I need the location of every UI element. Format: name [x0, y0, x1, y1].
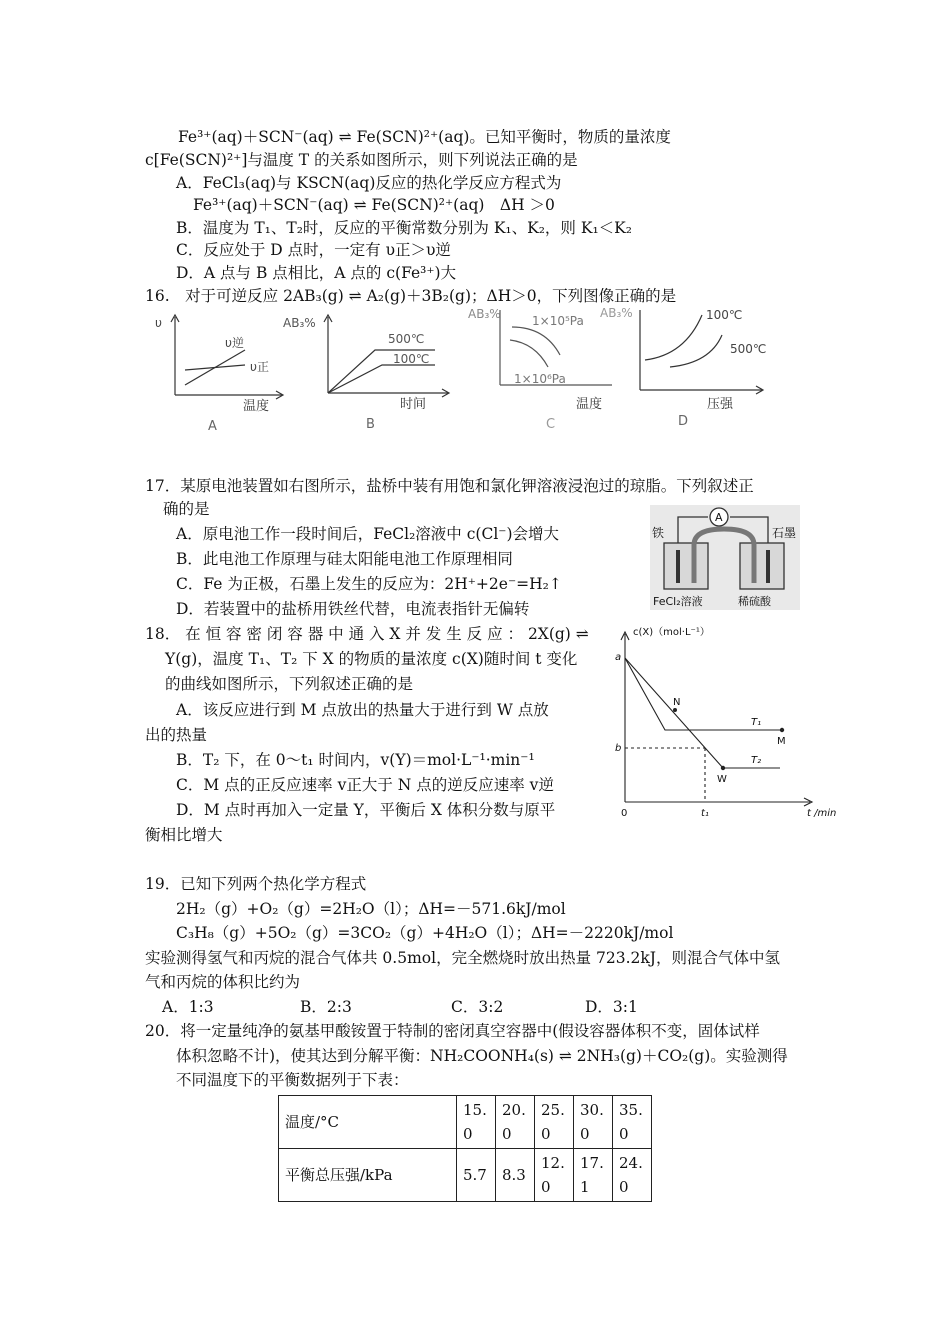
graphite-label: 石墨: [772, 526, 797, 540]
point-m: [780, 728, 784, 732]
q18-label-T1: T₁: [751, 717, 762, 728]
graph-a-curve-forward: [185, 365, 245, 370]
fecl2-label: FeCl₂溶液: [653, 595, 703, 608]
q15-line1: Fe³⁺(aq)＋SCN⁻(aq) ⇌ Fe(SCN)²⁺(aq)。已知平衡时，物质的量浓度: [178, 128, 671, 146]
graph-a-letter: A: [208, 419, 217, 434]
q18-curve-t2: [625, 658, 780, 768]
q17-line2: 确的是: [163, 500, 210, 518]
q17-line1: 17．某原电池装置如右图所示，盐桥中装有用饱和氯化钾溶液浸泡过的琼脂。下列叙述正: [145, 477, 754, 495]
q18-option-c: C．M 点的正反应速率 v正大于 N 点的逆反应速率 v逆: [176, 776, 554, 794]
q15-option-c: C．反应处于 D 点时，一定有 υ正＞υ逆: [176, 241, 451, 259]
table-cell: 5.7: [457, 1149, 496, 1202]
q18-y-label: c(X)（mol·L⁻¹）: [633, 627, 710, 638]
graph-c-letter: C: [546, 417, 556, 432]
q18-label-m: M: [777, 736, 786, 747]
q16-graph-a: [171, 315, 283, 399]
ammeter-label: A: [715, 511, 723, 524]
graph-d-curve-500: [670, 335, 722, 367]
q17-option-c: C．Fe 为正极，石墨上发生的反应为：2H⁺+2e⁻=H₂↑: [176, 575, 562, 593]
graph-d-label-100: 100℃: [706, 308, 743, 322]
q20-line2: 体积忽略不计)，使其达到分解平衡：NH₂COONH₄(s) ⇌ 2NH₃(g)＋CO₂(g)。实验测得: [176, 1047, 788, 1065]
graph-d-letter: D: [678, 414, 689, 429]
table-cell: 20. 0: [496, 1096, 535, 1149]
q18-label-n: N: [673, 697, 681, 708]
graph-b-label-500: 500℃: [388, 332, 425, 346]
graph-d-label-500: 500℃: [730, 342, 767, 356]
q16-graph-b: [324, 315, 449, 397]
q16-graphs: [150, 305, 790, 445]
graph-c-x-label: 温度: [576, 397, 603, 412]
q18-option-a-cont: 出的热量: [145, 726, 208, 744]
q18-label-T2: T₂: [751, 755, 762, 766]
graph-a-x-label: 温度: [243, 399, 270, 414]
table-cell: 12. 0: [535, 1149, 574, 1202]
graph-c-y-label: AB₃%: [468, 307, 501, 321]
q18-line1: 18． 在 恒 容 密 闭 容 器 中 通 入 X 并 发 生 反 应 ： 2X(g) ⇌: [145, 625, 589, 643]
q17-cell-figure: [650, 505, 800, 610]
q18-line2: Y(g)，温度 T₁、T₂ 下 X 的物质的量浓度 c(X)随时间 t 变化: [165, 650, 578, 668]
q17-option-b: B．此电池工作原理与硅太阳能电池工作原理相同: [176, 550, 513, 568]
q18-label-w: W: [717, 774, 727, 785]
table-row-label-pressure: 平衡总压强/kPa: [279, 1149, 457, 1202]
q18-option-d: D．M 点时再加入一定量 Y，平衡后 X 体积分数与原平: [176, 801, 556, 819]
q18-label-t1: t₁: [701, 808, 709, 819]
graph-d-x-label: 压强: [707, 397, 734, 412]
q19-line1: 19．已知下列两个热化学方程式: [145, 875, 367, 893]
q17-option-d: D．若装置中的盐桥用铁丝代替，电流表指针无偏转: [176, 600, 530, 618]
q19-option-b: B．2:3: [300, 998, 352, 1016]
table-cell: 8.3: [496, 1149, 535, 1202]
q15-option-a-equation: Fe³⁺(aq)＋SCN⁻(aq) ⇌ Fe(SCN)²⁺(aq) ΔH ＞0: [193, 196, 555, 214]
graph-d-curve-100: [645, 315, 702, 360]
q18-option-b: B．T₂ 下，在 0～t₁ 时间内，v(Y)＝mol·L⁻¹·min⁻¹: [176, 751, 535, 769]
q17-option-a: A．原电池工作一段时间后，FeCl₂溶液中 c(Cl⁻)会增大: [176, 525, 560, 543]
fe-label: 铁: [652, 526, 665, 540]
graph-c-label-1e5: 1×10⁵Pa: [532, 314, 584, 328]
q15-option-a: A．FeCl₃(aq)与 KSCN(aq)反应的热化学反应方程式为: [176, 174, 562, 192]
q19-option-d: D．3:1: [585, 998, 638, 1016]
graph-c-label-1e6: 1×10⁶Pa: [514, 372, 566, 386]
graph-a-label-reverse: υ逆: [225, 336, 244, 350]
q15-option-d: D．A 点与 B 点相比，A 点的 c(Fe³⁺)大: [176, 264, 457, 282]
q15-option-b: B．温度为 T₁、T₂时，反应的平衡常数分别为 K₁、K₂，则 K₁＜K₂: [176, 219, 632, 237]
table-cell: 15. 0: [457, 1096, 496, 1149]
graph-a-y-label: υ: [155, 316, 162, 330]
table-cell: 30. 0: [574, 1096, 613, 1149]
beaker-right: [740, 543, 784, 589]
q19-equation-2: C₃H₈（g）+5O₂（g）=3CO₂（g）+4H₂O（l）；ΔH=－2220kJ/mol: [176, 924, 674, 942]
point-n: [673, 708, 677, 712]
q19-option-a: A．1:3: [162, 998, 214, 1016]
q18-option-a: A．该反应进行到 M 点放出的热量大于进行到 W 点放: [176, 701, 549, 719]
h2so4-label: 稀硫酸: [738, 595, 771, 608]
q19-equation-1: 2H₂（g）+O₂（g）=2H₂O（l）；ΔH=－571.6kJ/mol: [176, 900, 566, 918]
q18-option-d-cont: 衡相比增大: [145, 826, 223, 844]
graph-b-letter: B: [366, 417, 375, 432]
graph-c-curve-1e6: [510, 340, 548, 367]
graph-b-y-label: AB₃%: [283, 316, 316, 330]
graph-b-x-label: 时间: [400, 397, 427, 412]
q19-line3: 气和丙烷的体积比约为: [145, 973, 301, 991]
q20-line1: 20．将一定量纯净的氨基甲酸铵置于特制的密闭真空容器中(假设容器体积不变，固体试样: [145, 1022, 760, 1040]
q18-label-a: a: [615, 652, 622, 663]
table-row: [279, 1149, 652, 1202]
table-cell: 35. 0: [613, 1096, 652, 1149]
graph-a-label-forward: υ正: [250, 360, 269, 374]
beaker-left: [664, 543, 708, 589]
point-w: [721, 766, 725, 770]
table-cell: 25. 0: [535, 1096, 574, 1149]
table-row: [279, 1096, 652, 1149]
graph-b-label-100: 100℃: [393, 352, 430, 366]
table-cell: 17. 1: [574, 1149, 613, 1202]
q15-line2: c[Fe(SCN)²⁺]与温度 T 的关系如图所示，则下列说法正确的是: [145, 151, 578, 169]
q19-option-c: C．3:2: [451, 998, 504, 1016]
q18-line3: 的曲线如图所示，下列叙述正确的是: [165, 675, 414, 693]
graph-d-y-label: AB₃%: [600, 306, 633, 320]
q18-x-label: t /min: [807, 808, 837, 819]
q18-label-b: b: [615, 743, 622, 754]
table-row-label-temperature: 温度/°C: [279, 1096, 457, 1149]
table-cell: 24. 0: [613, 1149, 652, 1202]
equilibrium-table: [278, 1095, 652, 1202]
q19-line2: 实验测得氢气和丙烷的混合气体共 0.5mol，完全燃烧时放出热量 723.2kJ，则混合气体中氢: [145, 949, 780, 967]
q20-line3: 不同温度下的平衡数据列于下表：: [176, 1071, 409, 1089]
q18-graph: [605, 620, 840, 825]
q16-stem: 16. 对于可逆反应 2AB₃(g) ⇌ A₂(g)＋3B₂(g)；ΔH＞0，下列图像正确的是: [145, 287, 677, 305]
q18-label-origin: 0: [621, 808, 628, 819]
